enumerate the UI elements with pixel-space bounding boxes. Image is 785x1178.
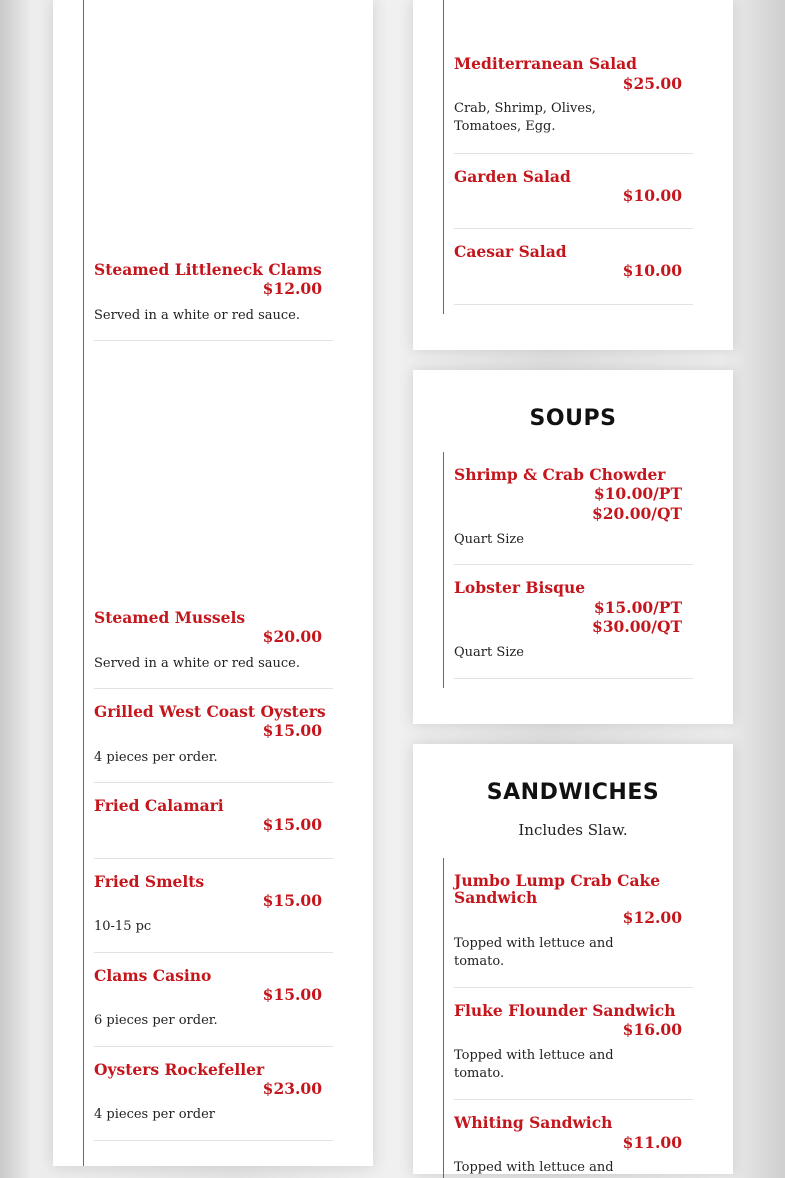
item-name: Shrimp & Crab Chowder bbox=[454, 465, 666, 484]
item-name: Jumbo Lump Crab Cake Sandwich bbox=[454, 871, 661, 907]
item-name: Fluke Flounder Sandwich bbox=[454, 1001, 676, 1020]
item-price: $10.00 bbox=[622, 186, 682, 205]
item-price: $10.00 bbox=[622, 261, 682, 280]
item-divider bbox=[454, 678, 693, 679]
item-description: Quart Size bbox=[454, 532, 524, 547]
item-price: $20.00 bbox=[262, 627, 322, 646]
item-price: $15.00 bbox=[262, 815, 322, 834]
item-divider bbox=[454, 564, 693, 565]
item-divider bbox=[94, 1046, 333, 1047]
item-description: Quart Size bbox=[454, 645, 524, 660]
item-name: Caesar Salad bbox=[454, 242, 567, 261]
item-name: Whiting Sandwich bbox=[454, 1113, 613, 1132]
item-divider bbox=[94, 782, 333, 783]
section-title: SANDWICHES bbox=[486, 780, 660, 805]
item-description: Served in a white or red sauce. bbox=[94, 656, 300, 671]
item-description: Crab, Shrimp, Olives, Tomatoes, Egg. bbox=[454, 101, 596, 134]
item-price: $25.00 bbox=[622, 74, 682, 93]
item-price: $20.00/QT bbox=[591, 504, 682, 523]
item-price: $15.00 bbox=[262, 985, 322, 1004]
appetizers-panel bbox=[53, 0, 373, 1166]
section-title: SOUPS bbox=[529, 406, 617, 431]
item-divider bbox=[94, 858, 333, 859]
item-price: $10.00/PT bbox=[593, 484, 682, 503]
item-divider bbox=[454, 304, 693, 305]
item-price: $11.00 bbox=[622, 1133, 682, 1152]
item-description: Served in a white or red sauce. bbox=[94, 308, 300, 323]
item-divider bbox=[454, 1099, 693, 1100]
item-name: Fried Calamari bbox=[94, 796, 224, 815]
item-divider bbox=[454, 987, 693, 988]
section-rule bbox=[83, 0, 84, 1166]
item-divider bbox=[94, 688, 333, 689]
item-divider bbox=[454, 153, 693, 154]
section-rule bbox=[443, 858, 444, 1178]
item-description: 4 pieces per order. bbox=[94, 750, 218, 765]
item-name: Grilled West Coast Oysters bbox=[94, 702, 326, 721]
item-price: $15.00 bbox=[262, 721, 322, 740]
item-price: $12.00 bbox=[622, 908, 682, 927]
section-rule bbox=[443, 452, 444, 688]
item-description: 6 pieces per order. bbox=[94, 1013, 218, 1028]
item-name: Oysters Rockefeller bbox=[94, 1060, 265, 1079]
item-price: $23.00 bbox=[262, 1079, 322, 1098]
item-name: Fried Smelts bbox=[94, 872, 205, 891]
item-name: Clams Casino bbox=[94, 966, 212, 985]
section-rule bbox=[443, 0, 444, 314]
item-description: Topped with lettuce and tomato. bbox=[454, 1048, 614, 1081]
soups-panel bbox=[413, 370, 733, 724]
item-divider bbox=[94, 340, 333, 341]
item-description: Topped with lettuce and tomato. bbox=[454, 936, 614, 969]
item-description: 4 pieces per order bbox=[94, 1107, 215, 1122]
item-price: $30.00/QT bbox=[591, 617, 682, 636]
item-price: $15.00/PT bbox=[593, 598, 682, 617]
item-description: Topped with lettuce and bbox=[454, 1160, 614, 1175]
item-divider bbox=[454, 228, 693, 229]
section-note: Includes Slaw. bbox=[518, 821, 628, 839]
item-name: Lobster Bisque bbox=[454, 578, 586, 597]
salads-panel bbox=[413, 0, 733, 350]
item-divider bbox=[94, 952, 333, 953]
item-price: $16.00 bbox=[622, 1020, 682, 1039]
item-description: 10-15 pc bbox=[94, 919, 152, 934]
item-divider bbox=[94, 1140, 333, 1141]
item-name: Steamed Littleneck Clams bbox=[94, 260, 322, 279]
sandwiches-panel bbox=[413, 744, 733, 1174]
item-name: Garden Salad bbox=[454, 167, 571, 186]
item-name: Steamed Mussels bbox=[94, 608, 246, 627]
item-price: $15.00 bbox=[262, 891, 322, 910]
item-price: $12.00 bbox=[262, 279, 322, 298]
item-name: Mediterranean Salad bbox=[454, 54, 637, 73]
